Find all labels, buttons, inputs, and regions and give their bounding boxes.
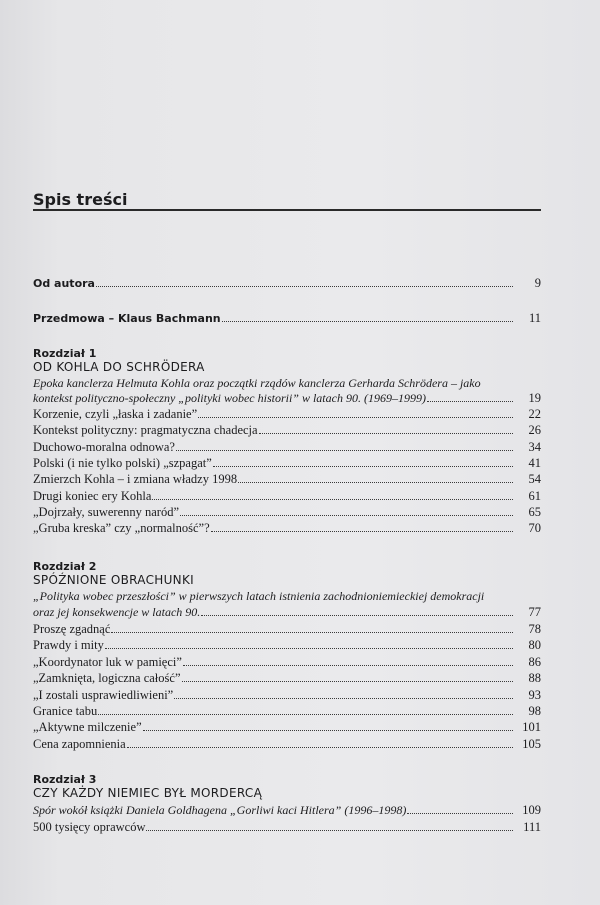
entry-title: Prawdy i mity [33, 638, 104, 652]
entry-page: 101 [522, 720, 541, 734]
entry-title: „Dojrzały, suwerenny naród” [33, 505, 180, 519]
dot-leader [183, 655, 513, 666]
dot-leader [111, 622, 513, 633]
toc-entry[interactable] [33, 440, 541, 455]
entry-page: 65 [528, 505, 541, 519]
entry-title: Spór wokół książki Daniela Goldhagena „Gorliwi kaci Hitlera” (1996–1998) [33, 803, 407, 817]
entry-page: 41 [528, 456, 541, 470]
chapter-1-description-line1: Epoka kanclerza Helmuta Kohla oraz początki rządów kanclerza Gerharda Schrödera – jako [33, 376, 481, 390]
toc-entry-chapter-3-description[interactable] [33, 803, 541, 818]
toc-entry[interactable] [33, 489, 541, 504]
chapter-3-title: CZY KAŻDY NIEMIEC BYŁ MORDERCĄ [33, 786, 263, 800]
toc-entry[interactable] [33, 688, 541, 703]
dot-leader [427, 391, 513, 402]
title-rule [33, 209, 541, 211]
entry-page: 111 [523, 820, 541, 834]
toc-entry-przedmowa[interactable] [33, 311, 541, 326]
entry-page: 22 [528, 407, 541, 421]
entry-title: Od autora [33, 277, 95, 290]
entry-title: Drugi koniec ery Kohla [33, 489, 152, 503]
dot-leader [259, 423, 513, 434]
dot-leader [127, 737, 513, 748]
entry-page: 19 [528, 391, 541, 405]
entry-title: Korzenie, czyli „łaska i zadanie” [33, 407, 198, 421]
toc-entry[interactable] [33, 737, 541, 752]
entry-page: 105 [522, 737, 541, 751]
chapter-3-label: Rozdział 3 [33, 773, 97, 786]
entry-title: „I zostali usprawiedliwieni” [33, 688, 174, 702]
entry-page: 109 [522, 803, 541, 817]
dot-leader [211, 521, 513, 532]
entry-title: Przedmowa – Klaus Bachmann [33, 312, 221, 325]
chapter-2-label: Rozdział 2 [33, 560, 97, 573]
toc-entry[interactable] [33, 655, 541, 670]
dot-leader [143, 720, 513, 731]
dot-leader [238, 472, 513, 483]
entry-page: 93 [528, 688, 541, 702]
chapter-2-description-line1: „Polityka wobec przeszłości” w pierwszych latach istnienia zachodnioniemieckiej demokracji [33, 589, 485, 603]
toc-entry-od-autora[interactable] [33, 276, 541, 291]
dot-leader [407, 803, 513, 814]
entry-page: 98 [528, 704, 541, 718]
toc-entry[interactable] [33, 505, 541, 520]
entry-page: 70 [528, 521, 541, 535]
entry-title: „Zamknięta, logiczna całość” [33, 671, 181, 685]
page-title: Spis treści [33, 190, 128, 209]
dot-leader [180, 505, 513, 516]
dot-leader [176, 440, 513, 451]
entry-title: Proszę zgadnąć [33, 622, 111, 636]
entry-page: 26 [528, 423, 541, 437]
entry-page: 9 [534, 276, 541, 290]
dot-leader [146, 820, 513, 831]
dot-leader [174, 688, 513, 699]
entry-page: 77 [528, 605, 541, 619]
entry-page: 88 [528, 671, 541, 685]
dot-leader [182, 671, 514, 682]
toc-entry[interactable] [33, 456, 541, 471]
toc-entry[interactable] [33, 671, 541, 686]
dot-leader [222, 311, 513, 322]
entry-title: Duchowo-moralna odnowa? [33, 440, 175, 454]
entry-page: 80 [528, 638, 541, 652]
entry-title: Kontekst polityczny: pragmatyczna chadecja [33, 423, 258, 437]
chapter-2-title: SPÓŹNIONE OBRACHUNKI [33, 573, 194, 587]
toc-entry[interactable] [33, 622, 541, 637]
dot-leader [152, 489, 513, 500]
entry-title: Zmierzch Kohla – i zmiana władzy 1998 [33, 472, 238, 486]
dot-leader [198, 407, 513, 418]
toc-entry[interactable] [33, 638, 541, 653]
entry-title: oraz jej konsekwencje w latach 90. [33, 605, 201, 619]
toc-entry[interactable] [33, 407, 541, 422]
entry-title: „Koordynator luk w pamięci” [33, 655, 182, 669]
toc-entry[interactable] [33, 704, 541, 719]
chapter-1-label: Rozdział 1 [33, 347, 97, 360]
entry-page: 61 [528, 489, 541, 503]
entry-title: kontekst polityczno-społeczny „polityki wobec historii” w latach 90. (1969–1999) [33, 391, 426, 405]
entry-title: „Gruba kreska” czy „normalność”? [33, 521, 210, 535]
toc-entry[interactable] [33, 472, 541, 487]
entry-title: Granice tabu [33, 704, 98, 718]
entry-page: 86 [528, 655, 541, 669]
entry-title: „Aktywne milczenie” [33, 720, 142, 734]
dot-leader [213, 456, 513, 467]
entry-title: 500 tysięcy oprawców [33, 820, 146, 834]
entry-page: 78 [528, 622, 541, 636]
toc-entry[interactable] [33, 720, 541, 735]
toc-entry[interactable] [33, 521, 541, 536]
toc-entry[interactable] [33, 423, 541, 438]
dot-leader [201, 605, 513, 616]
toc-entry[interactable] [33, 820, 541, 835]
entry-title: Polski (i nie tylko polski) „szpagat” [33, 456, 212, 470]
toc-entry-chapter-1-description[interactable] [33, 391, 541, 406]
entry-page: 11 [528, 311, 541, 325]
toc-entry-chapter-2-description[interactable] [33, 605, 541, 620]
entry-title: Cena zapomnienia [33, 737, 126, 751]
entry-page: 54 [528, 472, 541, 486]
dot-leader [105, 638, 513, 649]
dot-leader [98, 704, 513, 715]
chapter-1-title: OD KOHLA DO SCHRÖDERA [33, 360, 205, 374]
dot-leader [96, 276, 513, 287]
entry-page: 34 [528, 440, 541, 454]
